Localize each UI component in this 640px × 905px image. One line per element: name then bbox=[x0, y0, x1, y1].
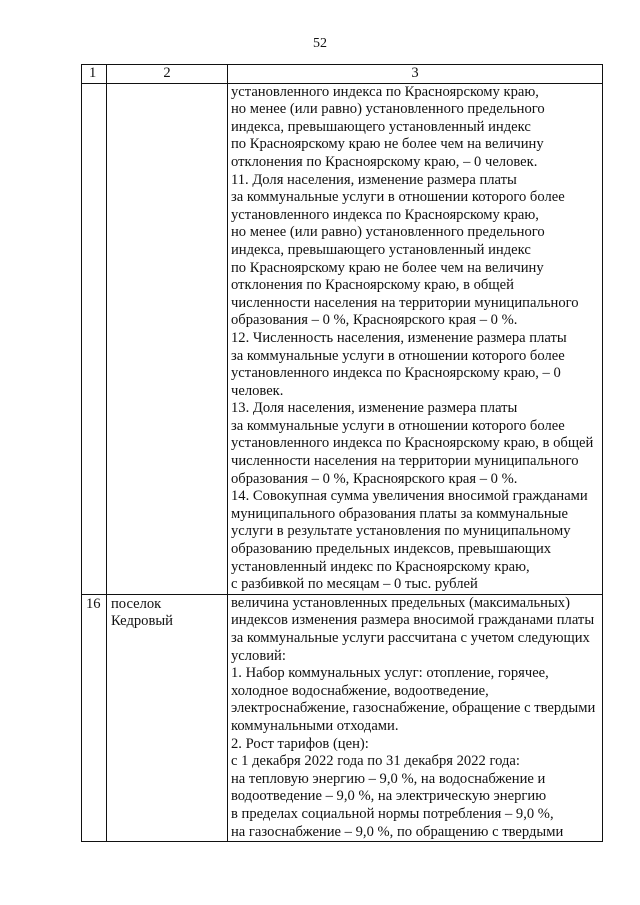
table-row bbox=[82, 594, 603, 841]
text-line: численности населения на территории муниципального bbox=[231, 453, 579, 470]
text-line: коммунальными отходами. bbox=[231, 717, 399, 734]
text-line: 14. Совокупная сумма увеличения вносимой гражданами bbox=[231, 488, 588, 505]
text-line: за коммунальные услуги в отношении которого более bbox=[231, 347, 565, 364]
text-line: индекса, превышающего установленный индекс bbox=[231, 118, 531, 135]
text-line: с 1 декабря 2022 года по 31 декабря 2022 года: bbox=[231, 753, 520, 770]
municipality-name bbox=[107, 83, 228, 594]
text-line: отклонения по Красноярскому краю, в общей bbox=[231, 277, 514, 294]
text-line: за коммунальные услуги в отношении которого более bbox=[231, 417, 565, 434]
text-line: установленного индекса по Красноярскому краю, – 0 bbox=[231, 365, 561, 382]
text-line: за коммунальные услуги рассчитана с учетом следующих bbox=[231, 630, 590, 646]
text-line: в пределах социальной нормы потребления – 9,0 %, bbox=[231, 805, 554, 822]
table-header-row bbox=[82, 65, 603, 84]
text-line: индекса, превышающего установленный индекс bbox=[231, 241, 531, 258]
text-line: 1. Набор коммунальных услуг: отопление, горячее, bbox=[231, 665, 549, 682]
text-line: услуги в результате установления по муниципальному bbox=[231, 523, 571, 540]
text-line: величина установленных предельных (максимальных) bbox=[231, 594, 570, 611]
text-line: численности населения на территории муниципального bbox=[231, 294, 579, 311]
text-line: на тепловую энергию – 9,0 %, на водоснабжение и bbox=[231, 770, 546, 787]
row-number bbox=[82, 83, 107, 594]
text-line: образованию предельных индексов, превышающих bbox=[231, 541, 552, 558]
header-col-3: 3 bbox=[228, 65, 603, 84]
header-col-2: 2 bbox=[107, 65, 228, 84]
municipality-name-line: поселок bbox=[111, 595, 162, 612]
text-line: 12. Численность населения, изменение размера платы bbox=[231, 329, 567, 346]
text-line: 11. Доля населения, изменение размера платы bbox=[231, 171, 517, 188]
text-line: водоотведение – 9,0 %, на электрическую энергию bbox=[231, 788, 547, 805]
row-number: 16 bbox=[82, 594, 107, 841]
text-line: по Красноярскому краю не более чем на величину bbox=[231, 259, 544, 276]
text-line: холодное водоснабжение, водоотведение, bbox=[231, 682, 489, 699]
text-line: установленного индекса по Красноярскому краю, bbox=[231, 206, 539, 223]
header-col-1: 1 bbox=[82, 65, 107, 84]
text-line: с разбивкой по месяцам – 0 тыс. рублей bbox=[231, 576, 478, 593]
text-line: установленного индекса по Красноярскому краю, в общей bbox=[231, 435, 594, 452]
text-line: условий: bbox=[231, 647, 286, 664]
text-line: на газоснабжение – 9,0 %, по обращению с твердыми bbox=[231, 823, 564, 840]
indicator-text bbox=[228, 594, 603, 841]
indicator-text bbox=[228, 83, 603, 594]
text-line: электроснабжение, газоснабжение, обращение с твердыми bbox=[231, 700, 596, 717]
text-line: но менее (или равно) установленного предельного bbox=[231, 224, 545, 241]
text-line: по Красноярскому краю не более чем на величину bbox=[231, 136, 544, 153]
text-line: муниципального образования платы за коммунальные bbox=[231, 505, 568, 522]
text-line: 13. Доля населения, изменение размера платы bbox=[231, 400, 518, 417]
text-line: образования – 0 %, Красноярского края – 0 %. bbox=[231, 312, 518, 329]
text-line: отклонения по Красноярскому краю, – 0 человек. bbox=[231, 153, 538, 170]
indices-table bbox=[81, 64, 603, 842]
text-line: человек. bbox=[231, 382, 284, 399]
municipality-name-line: Кедровый bbox=[111, 613, 173, 630]
text-line: образования – 0 %, Красноярского края – 0 %. bbox=[231, 470, 518, 487]
text-line: установленного индекса по Красноярскому краю, bbox=[231, 83, 539, 100]
page-number: 52 bbox=[313, 36, 327, 51]
text-line: 2. Рост тарифов (цен): bbox=[231, 735, 369, 752]
table-row bbox=[82, 83, 603, 594]
text-line: установленный индекс по Красноярскому краю, bbox=[231, 558, 530, 575]
text-line: индексов изменения размера вносимой гражданами платы bbox=[231, 612, 595, 629]
text-line: но менее (или равно) установленного предельного bbox=[231, 101, 545, 118]
text-line: за коммунальные услуги в отношении которого более bbox=[231, 189, 565, 206]
municipality-name bbox=[107, 594, 228, 841]
